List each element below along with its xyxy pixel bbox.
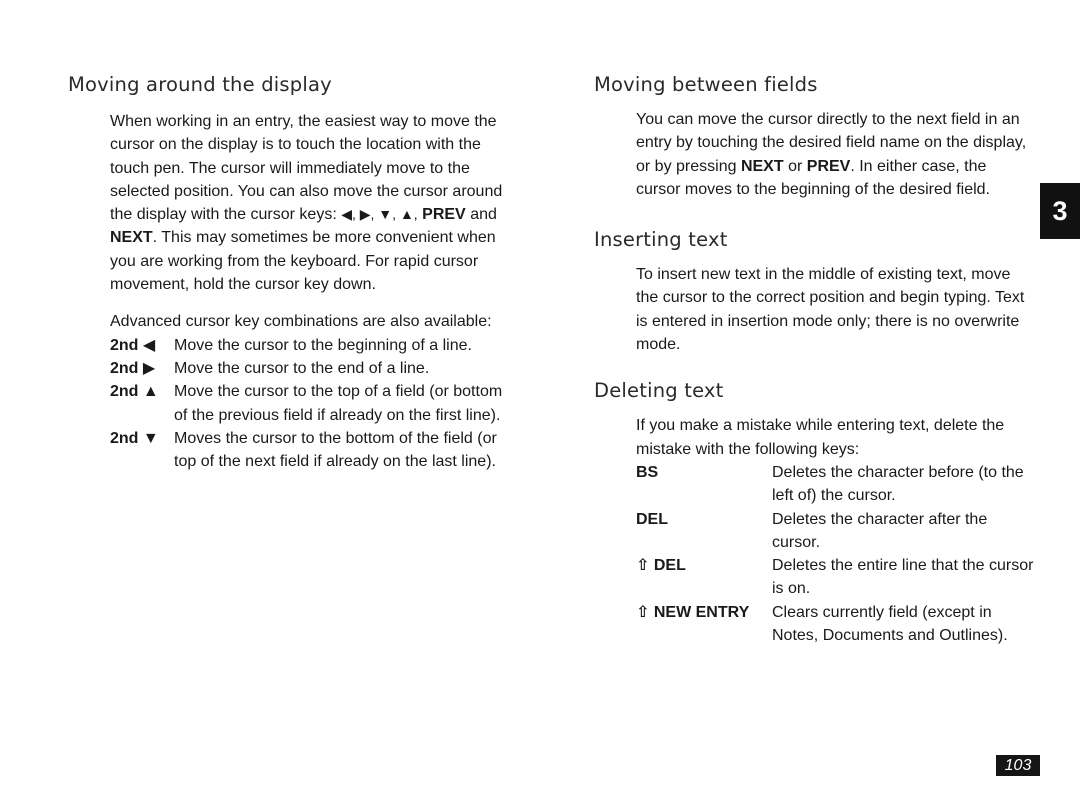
key-combo-desc: Move the cursor to the top of a field (or bottom of the previous field if already on the first line). <box>174 383 503 424</box>
moving-around-body <box>110 110 508 473</box>
key-combo-desc: Moves the cursor to the bottom of the field (or top of the next field if already on the last line). <box>174 429 497 471</box>
deleting-body <box>636 414 1034 647</box>
prev-key-label: PREV <box>422 206 466 224</box>
key-combo-key: 2nd ▼ <box>110 429 159 447</box>
section-title-moving-between-fields: Moving between fields <box>594 73 818 96</box>
chapter-tab: 3 <box>1040 183 1080 239</box>
delete-key-row <box>636 601 1034 648</box>
delete-key-row <box>636 508 1034 555</box>
delete-key-row <box>636 554 1034 601</box>
delete-key-desc: Deletes the character after the cursor. <box>772 510 988 551</box>
inserting-body <box>636 263 1034 356</box>
next-key-label: NEXT <box>740 157 784 175</box>
section-title-inserting-text: Inserting text <box>594 228 728 252</box>
key-combo-row <box>110 334 508 357</box>
delete-key-row <box>636 461 1034 508</box>
key-combo-row <box>110 427 508 474</box>
key-combo-desc: Move the cursor to the end of a line. <box>174 359 430 377</box>
delete-key-desc: Clears currently field (except in Notes, Documents and Outlines). <box>772 603 1008 645</box>
moving-between-paragraph: You can move the cursor directly to the next field in an entry by touching the desired field name on the display, or by pressing NEXT or PREV. In either case, the cursor moves to the beginning of the desired field. <box>636 111 1027 198</box>
moving-between-body <box>636 108 1034 201</box>
moving-around-paragraph: When working in an entry, the easiest way to move the cursor on the display is to touch the location with the touch pen. The cursor will immediately move to the selected position. You can also move the cursor around the display with the cursor keys: ◀, ▶, ▼, ▲, PREV and NEXT. This may sometimes be more convenient when you are working from the keyboard. For rapid cursor movement, hold the cursor key down. <box>110 113 503 294</box>
inserting-paragraph: To insert new text in the middle of existing text, move the cursor to the correct position and begin typing. Text is entered in insertion mode only; there is no overwrite mode. <box>636 266 1025 354</box>
deleting-intro: If you make a mistake while entering text, delete the mistake with the following keys: <box>636 417 1005 458</box>
next-key-label: NEXT <box>110 229 153 247</box>
cursor-key-arrows: ◀, ▶, ▼, ▲, <box>341 206 418 223</box>
delete-key-list <box>636 461 1034 647</box>
right-column <box>594 72 1034 647</box>
delete-key-desc: Deletes the character before (to the left of) the cursor. <box>772 463 1024 505</box>
section-title-deleting-text: Deleting text <box>594 379 724 403</box>
key-combo-key: 2nd ▶ <box>110 359 156 377</box>
delete-key: ⇧ DEL <box>636 557 686 575</box>
delete-key: ⇧ NEW ENTRY <box>636 603 750 621</box>
prev-key-label: PREV <box>806 157 851 175</box>
delete-key: BS <box>636 463 659 481</box>
section-title-moving-around: Moving around the display <box>68 73 332 96</box>
left-column <box>68 72 508 473</box>
delete-key: DEL <box>636 510 668 528</box>
key-combo-list <box>110 334 508 474</box>
key-combo-desc: Move the cursor to the beginning of a line. <box>174 336 472 354</box>
key-combo-key: 2nd ◀ <box>110 336 156 354</box>
key-combo-row <box>110 380 508 427</box>
key-combo-row <box>110 357 508 380</box>
key-combo-key: 2nd ▲ <box>110 383 159 401</box>
advanced-combos-intro: Advanced cursor key combinations are also available: <box>110 313 492 331</box>
page-number: 103 <box>996 755 1040 776</box>
delete-key-desc: Deletes the entire line that the cursor is on. <box>772 557 1034 598</box>
